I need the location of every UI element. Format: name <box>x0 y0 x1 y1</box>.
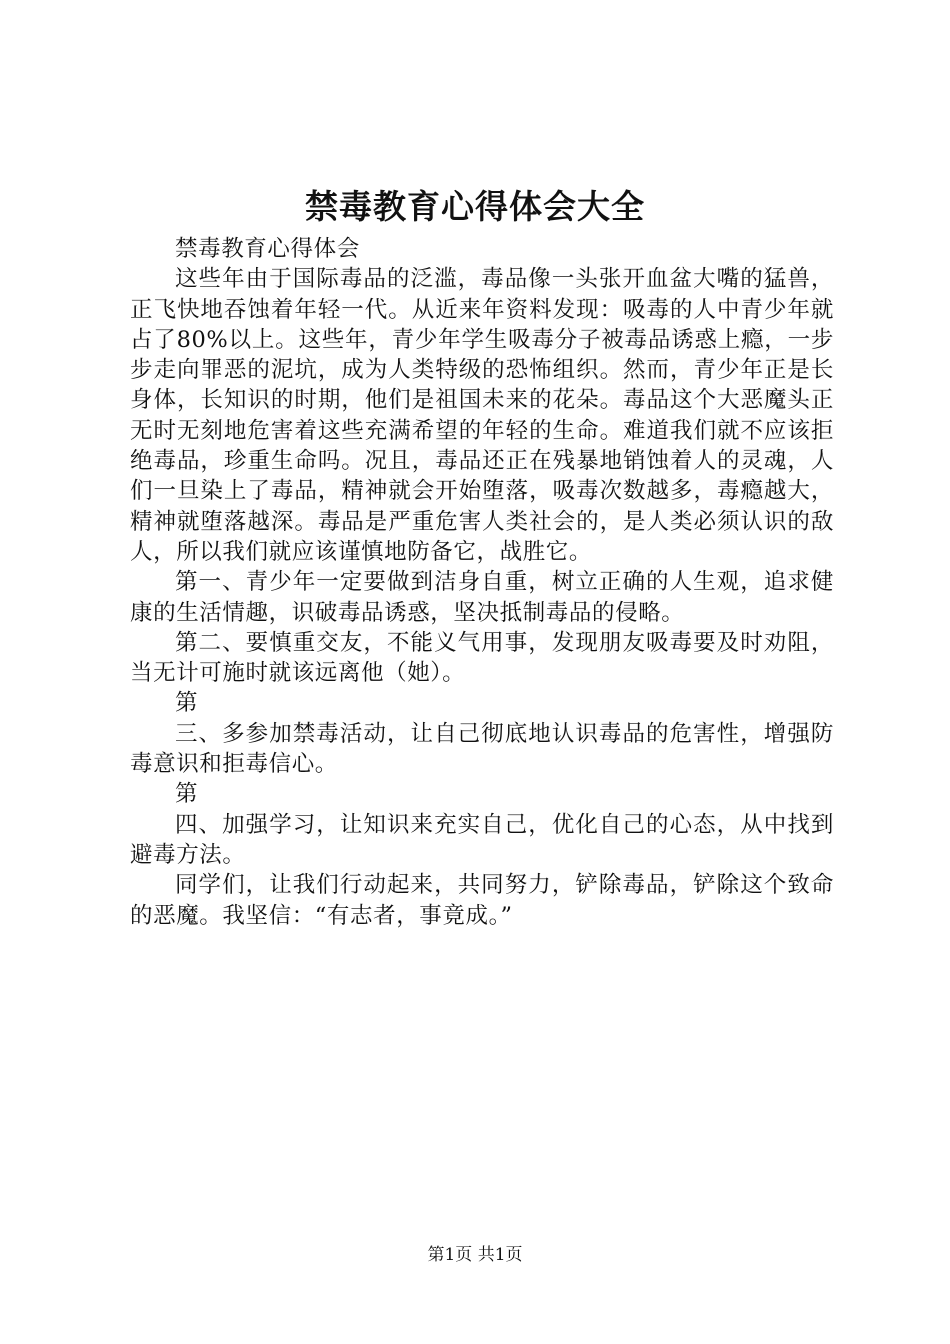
paragraph-point-four-prefix: 第 <box>175 781 199 808</box>
paragraph-point-three: 三、多参加禁毒活动，让自己彻底地认识毒品的危害性，增强防毒意识和拒毒信心。 <box>130 720 834 778</box>
document-body <box>130 234 834 931</box>
paragraph-point-two: 第二、要慎重交友，不能义气用事，发现朋友吸毒要及时劝阻，当无计可施时就该远离他（她）。 <box>130 629 834 687</box>
paragraph-point-three-prefix: 第 <box>175 690 199 717</box>
document-title: 禁毒教育心得体会大全 <box>305 187 645 226</box>
paragraph-point-one: 第一、青少年一定要做到洁身自重，树立正确的人生观，追求健康的生活情趣，识破毒品诱惑，坚决抵制毒品的侵略。 <box>130 569 834 626</box>
paragraph-closing: 同学们，让我们行动起来，共同努力，铲除毒品，铲除这个致命的恶魔。我坚信：“有志者，事竟成。” <box>130 872 834 929</box>
paragraph-point-four: 四、加强学习，让知识来充实自己，优化自己的心态，从中找到避毒方法。 <box>130 811 834 868</box>
paragraph-intro: 这些年由于国际毒品的泛滥，毒品像一头张开血盆大嘴的猛兽，正飞快地吞蚀着年轻一代。从近来年资料发现：吸毒的人中青少年就占了80%以上。这些年，青少年学生吸毒分子被毒品诱惑上瘾，一步步走向罪恶的泥坑，成为人类特级的恐怖组织。然而，青少年正是长身体，长知识的时期，他们是祖国未来的花朵。毒品这个大恶魔头正无时无刻地危害着这些充满希望的年轻的生命。难道我们就不应该拒绝毒品，珍重生命吗。况且，毒品还正在残暴地销蚀着人的灵魂，人们一旦染上了毒品，精神就会开始堕落，吸毒次数越多，毒瘾越大，精神就堕落越深。毒品是严重危害人类社会的，是人类必须认识的敌人，所以我们就应该谨慎地防备它，战胜它。 <box>130 266 834 565</box>
page-number-footer: 第1页 共1页 <box>427 1245 523 1265</box>
paragraph-subtitle: 禁毒教育心得体会 <box>175 236 360 262</box>
